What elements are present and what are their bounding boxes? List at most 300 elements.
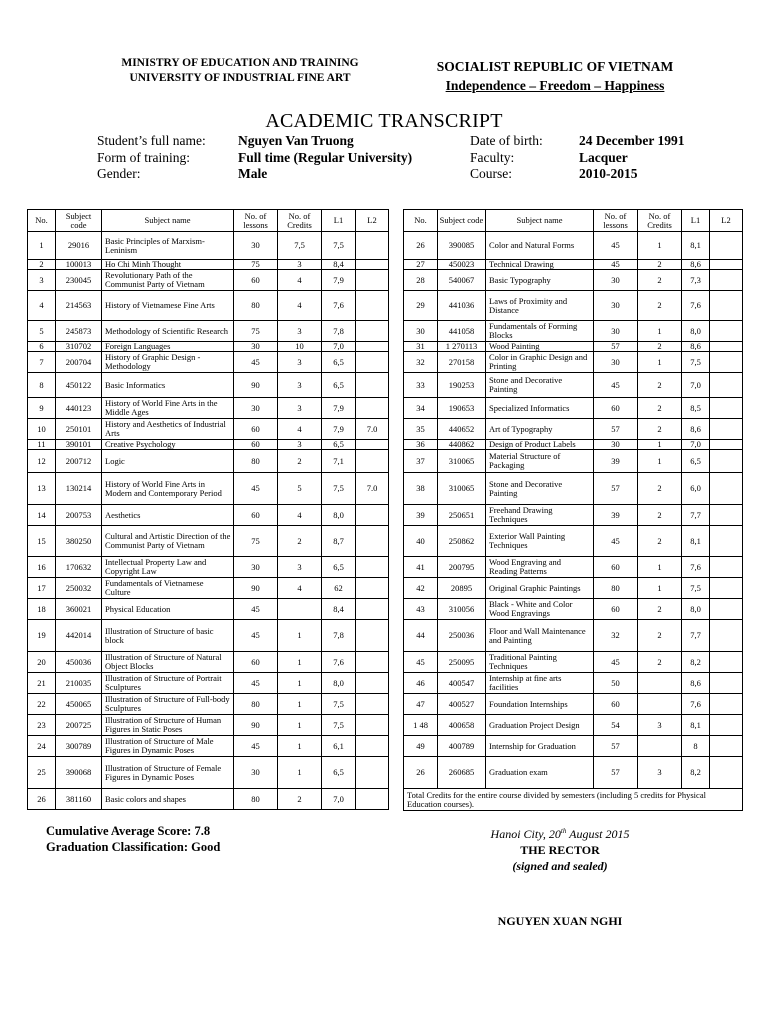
- table-row: [404, 652, 743, 673]
- graduation-summary: [46, 823, 220, 855]
- lesson-count: 30: [234, 757, 278, 789]
- subject-code: 440862: [438, 440, 486, 450]
- subject-name: Illustration of Structure of Full-body Sculptures: [102, 694, 234, 715]
- subject-name: Internship at fine arts facilities: [486, 673, 594, 694]
- document-title: ACADEMIC TRANSCRIPT: [265, 110, 503, 132]
- table-row: [404, 373, 743, 398]
- grade-l2: [356, 526, 389, 557]
- subject-code: 442014: [56, 620, 102, 652]
- credit-count: 2: [278, 526, 322, 557]
- grade-l2: [356, 715, 389, 736]
- grade-l1: 7,0: [322, 789, 356, 810]
- subject-code: 400789: [438, 736, 486, 757]
- grade-l2: [356, 652, 389, 673]
- subject-code: 200725: [56, 715, 102, 736]
- grade-l2: [710, 291, 743, 321]
- subject-name: Fundamentals of Forming Blocks: [486, 321, 594, 342]
- subject-code: 441036: [438, 291, 486, 321]
- grade-l1: 6,5: [322, 757, 356, 789]
- grade-l2: [710, 557, 743, 578]
- grade-l1: 8,6: [682, 342, 710, 352]
- grade-l2: [356, 694, 389, 715]
- subject-code: 450023: [438, 260, 486, 270]
- grade-l1: 8,0: [682, 599, 710, 620]
- credit-count: 1: [638, 578, 682, 599]
- subject-name: Creative Psychology: [102, 440, 234, 450]
- subject-code: 540067: [438, 270, 486, 291]
- place-date: [440, 823, 680, 842]
- credit-count: 3: [278, 352, 322, 373]
- grade-l1: 7,7: [682, 620, 710, 652]
- col-code: Subject code: [438, 210, 486, 232]
- subject-name: History of World Fine Arts in Modern and Contemporary Period: [102, 473, 234, 505]
- credit-count: [638, 673, 682, 694]
- grade-l1: 8,0: [322, 673, 356, 694]
- subject-name: Fundamentals of Vietnamese Culture: [102, 578, 234, 599]
- subject-name: Revolutionary Path of the Communist Party of Vietnam: [102, 270, 234, 291]
- subject-code: 100013: [56, 260, 102, 270]
- grade-l2: [710, 599, 743, 620]
- lesson-count: 30: [234, 557, 278, 578]
- table-row: [404, 321, 743, 342]
- credit-count: 5: [278, 473, 322, 505]
- row-no: 30: [404, 321, 438, 342]
- table-row: [28, 505, 389, 526]
- grade-l1: 6,5: [322, 352, 356, 373]
- grade-l2: [356, 450, 389, 473]
- subject-name: Ho Chi Minh Thought: [102, 260, 234, 270]
- credit-count: 2: [638, 291, 682, 321]
- subject-name: History of World Fine Arts in the Middle Ages: [102, 398, 234, 419]
- row-no: 33: [404, 373, 438, 398]
- row-no: 26: [404, 232, 438, 260]
- subject-name: Illustration of Structure of Portrait Sculptures: [102, 673, 234, 694]
- subject-name: Basic colors and shapes: [102, 789, 234, 810]
- credit-count: 2: [638, 260, 682, 270]
- table-row: [404, 620, 743, 652]
- grade-l1: 7,1: [322, 450, 356, 473]
- col-credits: No. of Credits: [278, 210, 322, 232]
- table-row: [404, 736, 743, 757]
- subject-code: 381160: [56, 789, 102, 810]
- graduation-classification: Graduation Classification: Good: [46, 840, 221, 854]
- credit-count: 7,5: [278, 232, 322, 260]
- credit-count: 2: [638, 342, 682, 352]
- table-row: [28, 715, 389, 736]
- republic-name: SOCIALIST REPUBLIC OF VIETNAM: [436, 59, 674, 74]
- subject-name: Methodology of Scientific Research: [102, 321, 234, 342]
- grade-l2: [356, 757, 389, 789]
- row-no: 11: [28, 440, 56, 450]
- table-row: [404, 599, 743, 620]
- subject-name: Black - White and Color Wood Engravings: [486, 599, 594, 620]
- grade-l1: 8,1: [682, 526, 710, 557]
- row-no: 18: [28, 599, 56, 620]
- lesson-count: 80: [234, 450, 278, 473]
- lesson-count: 50: [594, 673, 638, 694]
- grade-l2: [710, 694, 743, 715]
- lesson-count: 45: [594, 526, 638, 557]
- lesson-count: 57: [594, 419, 638, 440]
- table-row: [404, 526, 743, 557]
- row-no: 9: [28, 398, 56, 419]
- lesson-count: 90: [234, 373, 278, 398]
- subject-code: 250095: [438, 652, 486, 673]
- subject-name: Graduation Project Design: [486, 715, 594, 736]
- grade-l1: 7,5: [322, 694, 356, 715]
- subject-code: 390085: [438, 232, 486, 260]
- row-no: 13: [28, 473, 56, 505]
- table-row: [404, 291, 743, 321]
- grade-l1: 7,5: [682, 352, 710, 373]
- training-form: Full time (Regular University): [238, 149, 413, 165]
- credit-count: 4: [278, 291, 322, 321]
- subject-name: Technical Drawing: [486, 260, 594, 270]
- row-no: 20: [28, 652, 56, 673]
- grade-l1: 7,0: [682, 373, 710, 398]
- grade-l1: 6,1: [322, 736, 356, 757]
- grade-l1: 7,7: [682, 505, 710, 526]
- credit-count: 2: [638, 270, 682, 291]
- row-no: 36: [404, 440, 438, 450]
- subject-name: Stone and Decorative Painting: [486, 373, 594, 398]
- grade-l1: 8,6: [682, 260, 710, 270]
- table-row: [28, 232, 389, 260]
- grade-l1: 7,8: [322, 321, 356, 342]
- row-no: 38: [404, 473, 438, 505]
- table-row: [28, 398, 389, 419]
- subject-code: 270158: [438, 352, 486, 373]
- lesson-count: 60: [234, 505, 278, 526]
- student-info-right: [470, 133, 684, 183]
- credit-count: 2: [278, 450, 322, 473]
- table-row: [28, 450, 389, 473]
- grade-l1: 8,4: [322, 599, 356, 620]
- credit-count: 1: [278, 620, 322, 652]
- subject-name: Traditional Painting Techniques: [486, 652, 594, 673]
- grade-l2: 7.0: [356, 419, 389, 440]
- subject-name: Cultural and Artistic Direction of the Communist Party of Vietnam: [102, 526, 234, 557]
- grade-l2: [356, 270, 389, 291]
- col-code: Subject code: [56, 210, 102, 232]
- subject-code: 450122: [56, 373, 102, 398]
- grade-l1: 7,6: [682, 694, 710, 715]
- lesson-count: 60: [234, 419, 278, 440]
- grade-l2: [710, 473, 743, 505]
- place-date-tail: August 2015: [566, 827, 630, 841]
- row-no: 5: [28, 321, 56, 342]
- row-no: 34: [404, 398, 438, 419]
- grade-l1: 8,4: [322, 260, 356, 270]
- row-no: 40: [404, 526, 438, 557]
- grade-l2: [710, 505, 743, 526]
- subject-name: Graduation exam: [486, 757, 594, 789]
- grade-l2: [710, 342, 743, 352]
- table-row: [404, 694, 743, 715]
- credit-count: 2: [278, 789, 322, 810]
- row-no: 26: [404, 757, 438, 789]
- grade-l2: [356, 291, 389, 321]
- subject-code: 380250: [56, 526, 102, 557]
- student-name: Nguyen Van Truong: [238, 133, 354, 148]
- grade-l1: 7,0: [322, 342, 356, 352]
- col-l2: L2: [710, 210, 743, 232]
- table-row: [404, 440, 743, 450]
- grade-l1: 7,3: [682, 270, 710, 291]
- credit-count: 2: [638, 526, 682, 557]
- grade-l1: 7,6: [682, 557, 710, 578]
- grade-l2: [356, 373, 389, 398]
- col-no: No.: [28, 210, 56, 232]
- grade-l2: [710, 715, 743, 736]
- subject-name: Illustration of Structure of Male Figures in Dynamic Poses: [102, 736, 234, 757]
- credit-count: 1: [638, 440, 682, 450]
- transcript-table-right: [403, 209, 743, 811]
- lesson-count: 60: [594, 557, 638, 578]
- table-row: [28, 440, 389, 450]
- grade-l1: 8,5: [682, 398, 710, 419]
- credit-count: 3: [638, 757, 682, 789]
- subject-name: Foreign Languages: [102, 342, 234, 352]
- grade-l2: [356, 557, 389, 578]
- signature-block: [440, 823, 680, 874]
- row-no: 28: [404, 270, 438, 291]
- grade-l2: [710, 652, 743, 673]
- credit-count: 4: [278, 578, 322, 599]
- grade-l2: [710, 373, 743, 398]
- course-label: Course:: [470, 166, 512, 181]
- student-info-left: [97, 133, 412, 183]
- table-row: [28, 291, 389, 321]
- row-no: 21: [28, 673, 56, 694]
- grade-l2: [356, 398, 389, 419]
- table-row: [28, 419, 389, 440]
- grade-l2: [710, 419, 743, 440]
- subject-name: Freehand Drawing Techniques: [486, 505, 594, 526]
- credit-count: 3: [278, 557, 322, 578]
- subject-name: Color and Natural Forms: [486, 232, 594, 260]
- grade-l1: 7,5: [322, 715, 356, 736]
- credit-count: 2: [638, 505, 682, 526]
- row-no: 27: [404, 260, 438, 270]
- grade-l1: 8: [682, 736, 710, 757]
- row-no: 37: [404, 450, 438, 473]
- form-label: Form of training:: [97, 149, 190, 165]
- credit-count: 2: [638, 473, 682, 505]
- dob-label: Date of birth:: [470, 133, 543, 148]
- grade-l2: [710, 450, 743, 473]
- credit-count: 3: [278, 321, 322, 342]
- lesson-count: 45: [234, 620, 278, 652]
- row-no: 1: [28, 232, 56, 260]
- table-row: [404, 673, 743, 694]
- table-row: [404, 232, 743, 260]
- credit-count: 2: [638, 620, 682, 652]
- footnote-row: [404, 789, 743, 811]
- grade-l1: 6,5: [322, 440, 356, 450]
- lesson-count: 57: [594, 757, 638, 789]
- grade-l1: 8,6: [682, 419, 710, 440]
- row-no: 4: [28, 291, 56, 321]
- grade-l1: 8,0: [322, 505, 356, 526]
- lesson-count: 57: [594, 342, 638, 352]
- credit-count: [638, 736, 682, 757]
- lesson-count: 54: [594, 715, 638, 736]
- row-no: 44: [404, 620, 438, 652]
- grade-l1: 7,9: [322, 270, 356, 291]
- transcript-table-left: [27, 209, 389, 810]
- subject-code: 170632: [56, 557, 102, 578]
- subject-name: History and Aesthetics of Industrial Arts: [102, 419, 234, 440]
- col-lessons: No. of lessons: [234, 210, 278, 232]
- row-no: 6: [28, 342, 56, 352]
- grade-l2: [710, 673, 743, 694]
- credit-count: 1: [278, 673, 322, 694]
- grade-l2: 7.0: [356, 473, 389, 505]
- lesson-count: 45: [594, 652, 638, 673]
- col-l1: L1: [682, 210, 710, 232]
- lesson-count: 45: [594, 260, 638, 270]
- subject-name: Material Structure of Packaging: [486, 450, 594, 473]
- date-ordinal: th: [560, 827, 567, 835]
- row-no: 24: [28, 736, 56, 757]
- subject-code: 450036: [56, 652, 102, 673]
- table-row: [404, 342, 743, 352]
- credit-count: 3: [638, 715, 682, 736]
- grade-l2: [710, 620, 743, 652]
- credit-count: 2: [638, 398, 682, 419]
- grade-l2: [356, 673, 389, 694]
- table-row: [404, 398, 743, 419]
- col-l1: L1: [322, 210, 356, 232]
- subject-name: Logic: [102, 450, 234, 473]
- subject-code: 130214: [56, 473, 102, 505]
- subject-code: 190253: [438, 373, 486, 398]
- row-no: 32: [404, 352, 438, 373]
- subject-code: 250651: [438, 505, 486, 526]
- table-row: [404, 715, 743, 736]
- col-no: No.: [404, 210, 438, 232]
- subject-name: Wood Painting: [486, 342, 594, 352]
- subject-code: 29016: [56, 232, 102, 260]
- table-row: [28, 473, 389, 505]
- grade-l1: 8,0: [682, 321, 710, 342]
- grade-l1: 8,6: [682, 673, 710, 694]
- table-row: [28, 789, 389, 810]
- table-row: [28, 352, 389, 373]
- subject-code: 250101: [56, 419, 102, 440]
- row-no: 47: [404, 694, 438, 715]
- grade-l1: 7,6: [322, 291, 356, 321]
- lesson-count: 30: [594, 270, 638, 291]
- credit-count: 1: [278, 757, 322, 789]
- row-no: 19: [28, 620, 56, 652]
- grade-l2: [356, 260, 389, 270]
- subject-code: 310056: [438, 599, 486, 620]
- subject-name: Intellectual Property Law and Copyright Law: [102, 557, 234, 578]
- credit-count: 3: [278, 440, 322, 450]
- subject-code: 400527: [438, 694, 486, 715]
- date-of-birth: 24 December 1991: [579, 133, 685, 148]
- credit-count: [278, 599, 322, 620]
- grade-l1: 6,0: [682, 473, 710, 505]
- credit-count: 1: [638, 450, 682, 473]
- lesson-count: 80: [234, 291, 278, 321]
- lesson-count: 60: [594, 599, 638, 620]
- subject-name: Aesthetics: [102, 505, 234, 526]
- credit-count: 3: [278, 373, 322, 398]
- grade-l1: 8,1: [682, 715, 710, 736]
- row-no: 41: [404, 557, 438, 578]
- credit-count: [638, 694, 682, 715]
- col-name: Subject name: [102, 210, 234, 232]
- grade-l2: [356, 321, 389, 342]
- grade-l2: [356, 599, 389, 620]
- name-label: Student’s full name:: [97, 133, 206, 148]
- credit-count: 2: [638, 419, 682, 440]
- lesson-count: 45: [594, 373, 638, 398]
- table-row: [28, 526, 389, 557]
- subject-code: 440652: [438, 419, 486, 440]
- subject-name: Specialized Informatics: [486, 398, 594, 419]
- grade-l1: 7,9: [322, 398, 356, 419]
- subject-code: 250862: [438, 526, 486, 557]
- table-row: [28, 578, 389, 599]
- credit-count: 1: [278, 694, 322, 715]
- table-row: [28, 342, 389, 352]
- row-no: 17: [28, 578, 56, 599]
- state-header: [420, 57, 690, 95]
- credit-count: 3: [278, 398, 322, 419]
- row-no: 7: [28, 352, 56, 373]
- grade-l1: 7,8: [322, 620, 356, 652]
- table-row: [404, 270, 743, 291]
- lesson-count: 90: [234, 578, 278, 599]
- subject-name: Laws of Proximity and Distance: [486, 291, 594, 321]
- lesson-count: 39: [594, 450, 638, 473]
- subject-name: Foundation Internships: [486, 694, 594, 715]
- lesson-count: 30: [594, 291, 638, 321]
- rector-title: THE RECTOR: [520, 843, 600, 857]
- grade-l2: [356, 440, 389, 450]
- grade-l2: [710, 352, 743, 373]
- row-no: 26: [28, 789, 56, 810]
- subject-code: 390101: [56, 440, 102, 450]
- row-no: 15: [28, 526, 56, 557]
- credit-count: 1: [638, 232, 682, 260]
- lesson-count: 30: [594, 321, 638, 342]
- lesson-count: 80: [594, 578, 638, 599]
- grade-l1: 6,5: [322, 557, 356, 578]
- grade-l2: [710, 260, 743, 270]
- subject-code: 230045: [56, 270, 102, 291]
- credit-count: 1: [638, 352, 682, 373]
- subject-name: Illustration of Structure of Natural Object Blocks: [102, 652, 234, 673]
- lesson-count: 45: [594, 232, 638, 260]
- lesson-count: 57: [594, 473, 638, 505]
- row-no: 3: [28, 270, 56, 291]
- faculty-value: Lacquer: [579, 149, 628, 165]
- subject-code: 310702: [56, 342, 102, 352]
- subject-code: 20895: [438, 578, 486, 599]
- subject-name: Design of Product Labels: [486, 440, 594, 450]
- subject-code: 390068: [56, 757, 102, 789]
- credit-count: 4: [278, 505, 322, 526]
- lesson-count: 75: [234, 526, 278, 557]
- col-credits: No. of Credits: [638, 210, 682, 232]
- table-row: [404, 419, 743, 440]
- lesson-count: 60: [234, 270, 278, 291]
